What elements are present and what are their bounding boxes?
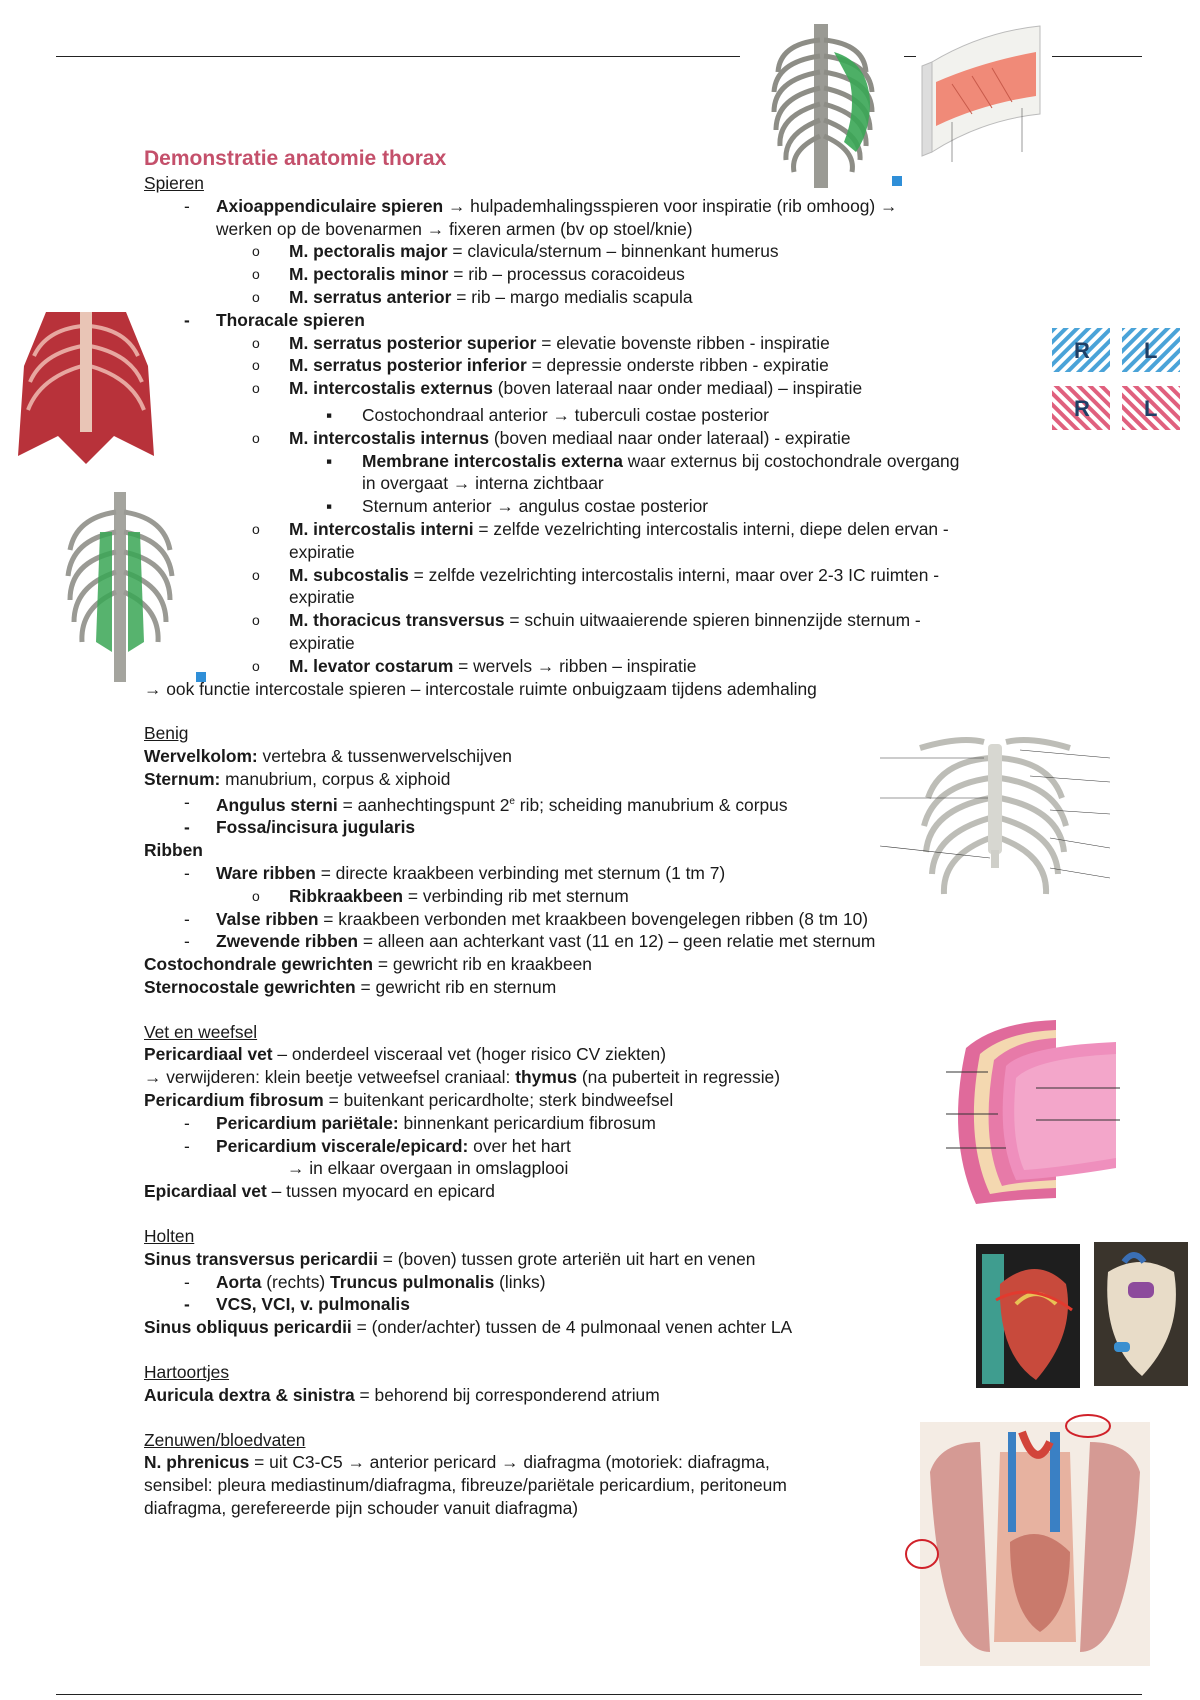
section-heading-zenuwen: Zenuwen/bloedvaten: [144, 1429, 306, 1450]
section-heading-holten: Holten: [144, 1226, 195, 1247]
list-item: - Valse ribben = kraakbeen verbonden met kraakbeen bovengelegen ribben (8 tm 10): [144, 908, 1074, 931]
list-item: N. phrenicus = uit C3-C5 → anterior pericard → diafragma (motoriek: diafragma,: [144, 1452, 770, 1473]
heart-photo-2: [1094, 1242, 1188, 1386]
list-item: o M. subcostalis = zelfde vezelrichting intercostalis interni, maar over 2-3 IC ruimten -: [144, 564, 1074, 587]
list-item: → verwijderen: klein beetje vetweefsel craniaal: thymus (na puberteit in regressie): [144, 1067, 781, 1088]
list-item-cont: expiratie: [289, 587, 355, 608]
rl-label-4: L: [1144, 396, 1158, 421]
rl-label-1: R: [1074, 338, 1090, 363]
list-item: Pericardium fibrosum = buitenkant pericardholte; sterk bindweefsel: [144, 1090, 674, 1111]
list-item: - Axioappendiculaire spieren → hulpademhalingsspieren voor inspiratie (rib omhoog) →: [144, 195, 1074, 218]
note-line: → ook functie intercostale spieren – intercostale ruimte onbuigzaam tijdens ademhaling: [144, 678, 817, 699]
list-item: - Pericardium viscerale/epicard: over het hart: [144, 1135, 1074, 1158]
list-item: ▪ Costochondraal anterior → tuberculi costae posterior: [144, 404, 1074, 427]
list-item: - Aorta (rechts) Truncus pulmonalis (links): [144, 1271, 1074, 1294]
top-rule-left: [56, 56, 740, 57]
list-item: o Ribkraakbeen = verbinding rib met sternum: [144, 885, 1074, 908]
list-item-cont: werken op de bovenarmen → fixeren armen (bv op stoel/knie): [216, 218, 693, 239]
list-item-cont: in overgaat → interna zichtbaar: [362, 473, 604, 494]
list-item: ▪ Sternum anterior → angulus costae posterior: [144, 495, 1074, 518]
list-item-cont: diafragma, gerefereerde pijn schouder vanuit diafragma): [144, 1498, 579, 1519]
list-item: Epicardiaal vet – tussen myocard en epicard: [144, 1181, 495, 1202]
list-item: Sinus obliquus pericardii = (onder/achter) tussen de 4 pulmonaal venen achter LA: [144, 1317, 793, 1338]
list-item: Sternocostale gewrichten = gewricht rib en sternum: [144, 976, 557, 997]
list-item: Ribben: [144, 840, 203, 861]
page-title: Demonstratie anatomie thorax: [144, 147, 447, 170]
list-item-cont: expiratie: [289, 632, 355, 653]
rl-label-2: L: [1144, 338, 1158, 363]
list-item-cont: sensibel: pleura mediastinum/diafragma, fibreuze/pariëtale pericardium, peritoneum: [144, 1475, 787, 1496]
section-heading-spieren: Spieren: [144, 173, 204, 193]
list-item: - Angulus sterni = aanhechtingspunt 2e rib; scheiding manubrium & corpus: [144, 791, 1074, 817]
bottom-rule: [56, 1694, 1142, 1695]
rl-label-3: R: [1074, 396, 1090, 421]
list-item: Auricula dextra & sinistra = behorend bij corresponderend atrium: [144, 1384, 660, 1405]
list-item: Pericardiaal vet – onderdeel visceraal vet (hoger risico CV ziekten): [144, 1044, 666, 1065]
list-item-cont: expiratie: [289, 541, 355, 562]
list-item: o M. serratus posterior inferior = depressie onderste ribben - expiratie: [144, 354, 1074, 377]
list-item: Wervelkolom: vertebra & tussenwervelschijven: [144, 746, 512, 767]
list-item: → in elkaar overgaan in omslagplooi: [287, 1158, 569, 1179]
list-item: o M. pectoralis major = clavicula/sternum – binnenkant humerus: [144, 240, 1074, 263]
list-item: o M. intercostalis internus (boven mediaal naar onder lateraal) - expiratie: [144, 427, 1074, 450]
section-heading-hartoortjes: Hartoortjes: [144, 1362, 230, 1383]
list-item: Sternum: manubrium, corpus & xiphoid: [144, 768, 451, 789]
top-rule-right: [1052, 56, 1142, 57]
section-heading-benig: Benig: [144, 723, 189, 744]
list-item: o M. pectoralis minor = rib – processus coracoideus: [144, 263, 1074, 286]
list-item: Costochondrale gewrichten = gewricht rib en kraakbeen: [144, 954, 592, 975]
list-item: o M. serratus posterior superior = elevatie bovenste ribben - inspiratie: [144, 332, 1074, 355]
list-item: o M. intercostalis externus (boven lateraal naar onder mediaal) – inspiratie: [144, 377, 1074, 400]
list-item: - Zwevende ribben = alleen aan achterkant vast (11 en 12) – geen relatie met sternum: [144, 930, 1074, 953]
list-item: - Pericardium pariëtale: binnenkant pericardium fibrosum: [144, 1112, 1074, 1135]
list-item: o M. intercostalis interni = zelfde vezelrichting intercostalis interni, diepe delen ervan -: [144, 518, 1074, 541]
list-item: - VCS, VCI, v. pulmonalis: [144, 1293, 1074, 1316]
list-item: ▪ Membrane intercostalis externa waar externus bij costochondrale overgang: [144, 450, 1074, 473]
list-item: - Ware ribben = directe kraakbeen verbinding met sternum (1 tm 7): [144, 862, 1074, 885]
thorax-muscles-figure: [16, 306, 156, 468]
list-item: - Thoracale spieren: [144, 309, 1074, 332]
list-item: o M. serratus anterior = rib – margo medialis scapula: [144, 286, 1074, 309]
list-item: - Fossa/incisura jugularis: [144, 816, 1074, 839]
list-item: Sinus transversus pericardii = (boven) tussen grote arteriën uit hart en venen: [144, 1248, 756, 1269]
section-heading-vet: Vet en weefsel: [144, 1021, 258, 1042]
list-item: o M. thoracicus transversus = schuin uitwaaierende spieren binnenzijde sternum -: [144, 609, 1074, 632]
list-item: o M. levator costarum = wervels → ribben – inspiratie: [144, 655, 1074, 678]
notes-sheet: [144, 146, 1074, 1520]
